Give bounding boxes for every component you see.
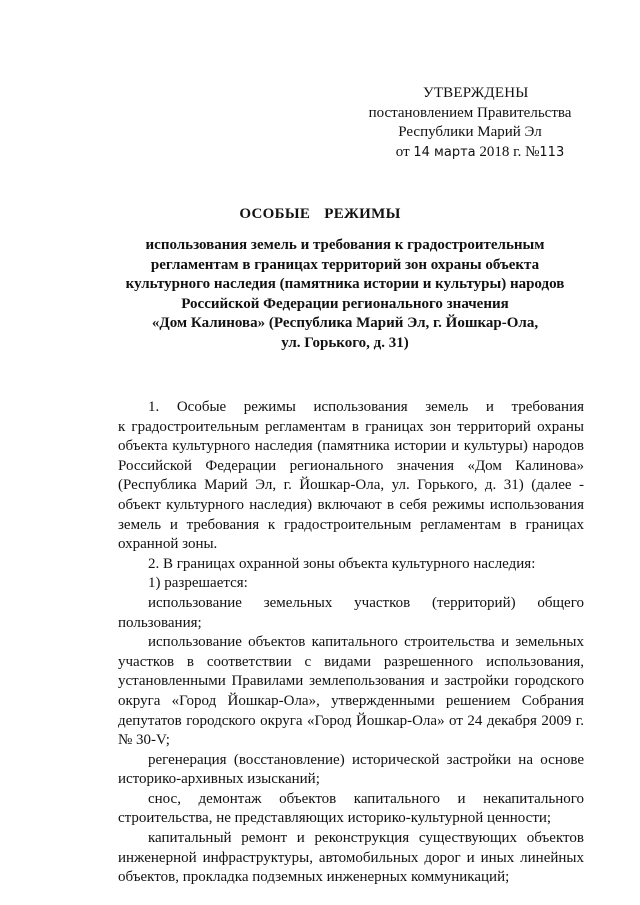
date-prefix: от [395, 143, 410, 160]
subtitle-line: ул. Горького, д. 31) [281, 334, 409, 351]
text-line: капитальный ремонт и реконструкция существующих объектов [148, 830, 584, 847]
text-line: охранной зоны. [118, 536, 218, 553]
approval-heading: УТВЕРЖДЕНЫ [423, 85, 529, 101]
subtitle-line: регламентам в границах территорий зон охраны объекта [150, 256, 540, 273]
subtitle-line: Российской Федерации регионального значения [181, 295, 509, 312]
text-line: регенерация (восстановление) исторической застройки на основе [148, 751, 584, 768]
document-title: ОСОБЫЕ РЕЖИМЫ [239, 206, 401, 222]
date-value: 14 марта [413, 144, 476, 160]
text-line: округа «Город Йошкар-Ола», утвержденными решением Собрания [118, 692, 584, 709]
text-line: 2. В границах охранной зоны объекта культурного наследия: [148, 555, 536, 572]
text-line: Российской Федерации регионального значения «Дом Калинова» [118, 457, 584, 474]
text-line: земель и требования к градостроительным регламентам в границах [118, 516, 584, 533]
paragraph [118, 574, 584, 594]
text-line: объекта культурного наследия (памятника истории и культуры) народов [118, 438, 584, 455]
approval-block [355, 84, 585, 162]
text-line: (Республика Марий Эл, г. Йошкар-Ола, ул. Горького, д. 31) (далее - [118, 477, 584, 494]
document-subtitle [110, 236, 580, 353]
paragraph [118, 829, 584, 888]
date-middle: 2018 г. № [479, 143, 540, 160]
text-line: к градостроительным регламентам в границах зон территорий охраны [118, 418, 584, 435]
text-line: установленными Правилами землепользования и застройки городского [118, 673, 584, 690]
text-line: использование земельных участков (территорий) общего [148, 594, 584, 611]
approval-line: постановлением Правительства [368, 104, 572, 121]
paragraph [118, 555, 584, 575]
paragraph [118, 790, 584, 829]
subtitle-line: культурного наследия (памятника истории и культуры) народов [125, 276, 565, 292]
text-line: использование объектов капитального строительства и земельных [148, 634, 584, 651]
text-line: 1. Особые режимы использования земель и требования [148, 399, 584, 415]
text-line: объектов, прокладка подземных инженерных коммуникаций; [118, 869, 510, 886]
text-line: 1) разрешается: [148, 575, 248, 592]
document-body [118, 398, 584, 888]
approval-line: Республики Марий Эл [398, 124, 542, 140]
paragraph [118, 751, 584, 790]
text-line: снос, демонтаж объектов капитального и некапитального [148, 790, 584, 807]
subtitle-line: использования земель и требования к градостроительным [145, 237, 545, 253]
paragraph [118, 594, 584, 633]
text-line: депутатов городского округа «Город Йошкар-Ола» от 24 декабря 2009 г. [118, 712, 584, 729]
text-line: инженерной инфраструктуры, автомобильных дорог и иных линейных [118, 849, 584, 866]
document-number: 113 [539, 144, 565, 160]
paragraph [118, 398, 584, 555]
paragraph [118, 633, 584, 751]
text-line: историко-архивных изысканий; [118, 771, 320, 788]
text-line: № 30-V; [118, 732, 170, 749]
subtitle-line: «Дом Калинова» (Республика Марий Эл, г. Йошкар-Ола, [151, 315, 539, 331]
text-line: объект культурного наследия) включают в себя режимы использования [118, 496, 584, 513]
text-line: участков в соответствии с видами разрешенного использования, [118, 653, 584, 670]
approval-date [355, 143, 585, 163]
text-line: строительства, не представляющих историко-культурной ценности; [118, 810, 552, 827]
text-line: пользования; [118, 614, 202, 631]
